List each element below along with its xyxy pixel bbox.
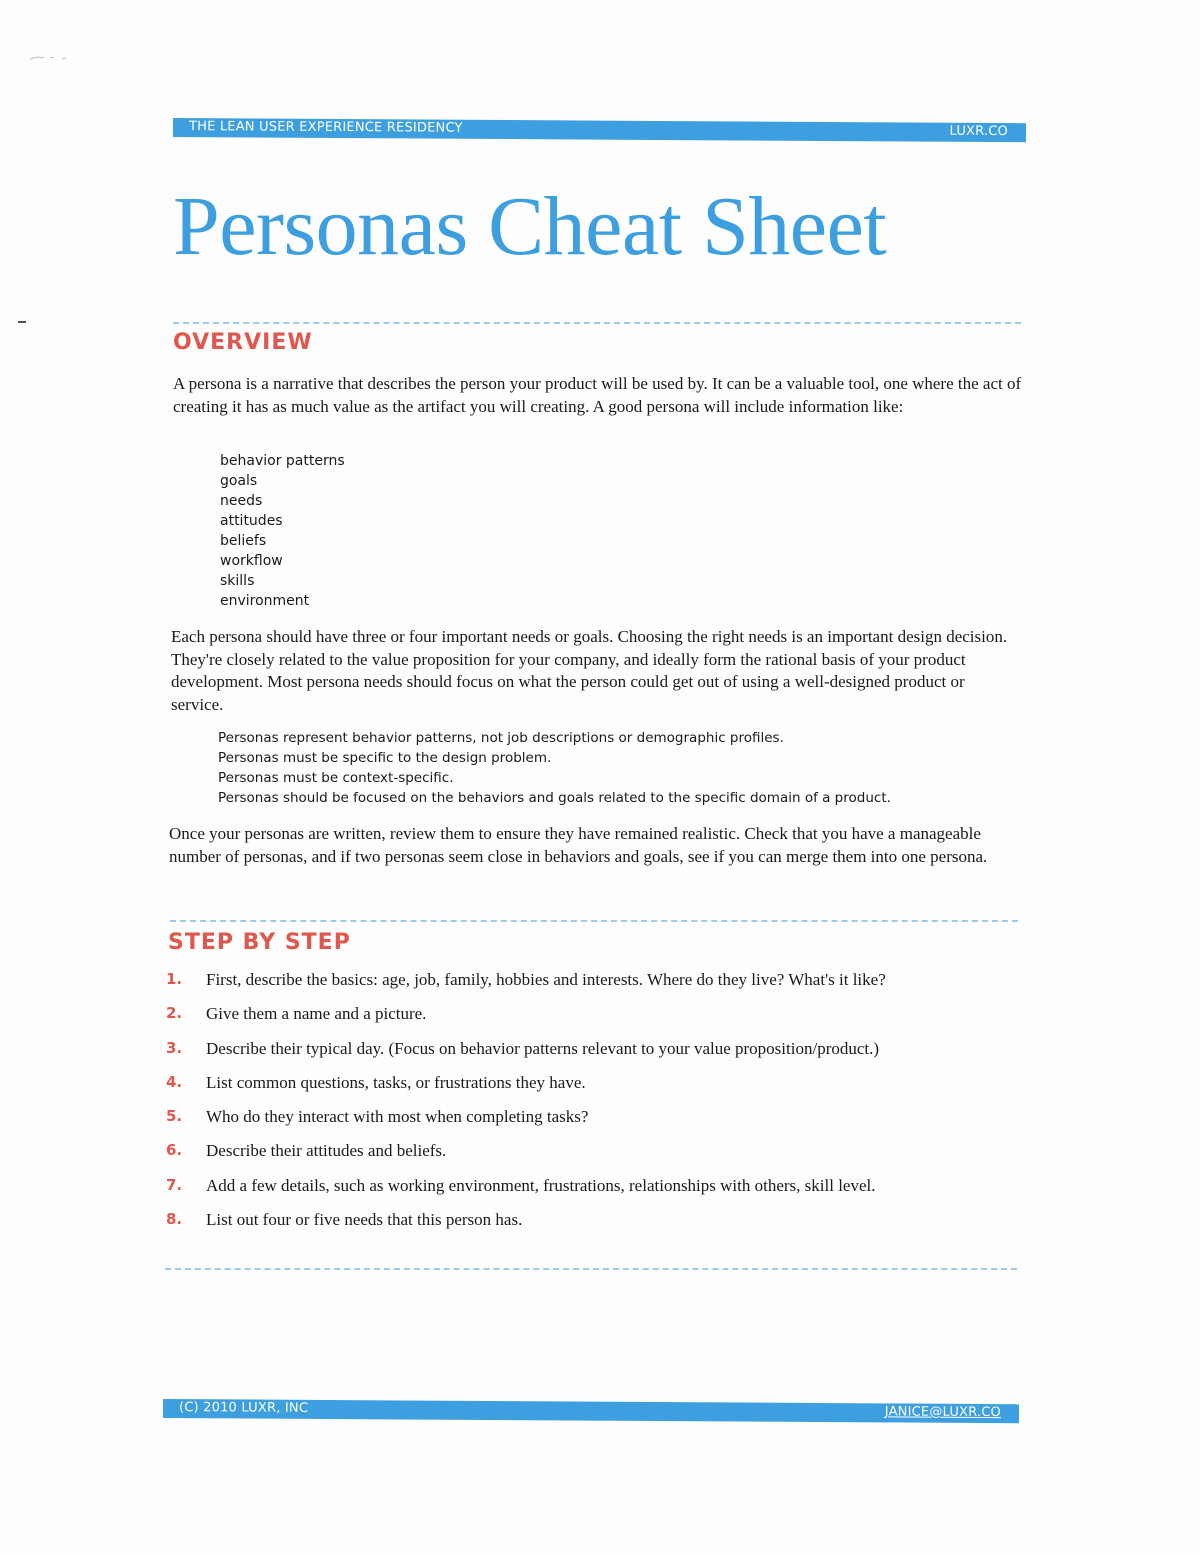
steps-list [166, 968, 1026, 1242]
needs-paragraph: Each persona should have three or four important needs or goals. Choosing the right needs is an important design decision. They're closely related to the value proposition for your company, and ideally form the rational basis of your product development. Most persona needs should focus on what the person could get out of using a well-designed product or service. [171, 627, 1008, 714]
dashed-divider [165, 1268, 1017, 1270]
step-text: Add a few details, such as working environment, frustrations, relationships with others, skill level. [206, 1175, 876, 1195]
list-item: workflow [220, 553, 283, 569]
step-text: Describe their attitudes and beliefs. [206, 1141, 447, 1161]
dashed-divider [173, 322, 1021, 324]
footer-band [163, 1399, 1019, 1423]
list-item: Personas must be specific to the design problem. [218, 750, 552, 766]
list-item: needs [220, 493, 263, 509]
step-text: Give them a name and a picture. [206, 1004, 427, 1024]
footer-copyright: (C) 2010 LUXR, INC [178, 1400, 309, 1416]
step-item [166, 1105, 1026, 1139]
step-number: 5. [166, 1107, 183, 1126]
header-band [173, 118, 1026, 142]
header-right-text: LUXR.CO [949, 123, 1009, 140]
step-item [166, 1139, 1026, 1173]
overview-heading: OVERVIEW [173, 330, 313, 355]
overview-intro-paragraph: A persona is a narrative that describes the person your product will be used by. It can be a valuable tool, one where the act of creating it has as much value as the artifact you will creating. A good persona will include information like: [173, 374, 1022, 416]
step-text: Who do they interact with most when completing tasks? [206, 1107, 589, 1127]
step-text: List out four or five needs that this person has. [206, 1210, 523, 1230]
dashed-divider [170, 920, 1018, 922]
list-item: Personas must be context-specific. [218, 770, 454, 786]
list-item: Personas should be focused on the behaviors and goals related to the specific domain of a product. [218, 790, 891, 806]
step-number: 8. [166, 1210, 183, 1229]
scan-edge-mark [18, 321, 26, 323]
step-by-step-heading: STEP BY STEP [168, 930, 351, 955]
list-item: Personas represent behavior patterns, not job descriptions or demographic profiles. [218, 730, 784, 746]
step-item [166, 1037, 1026, 1071]
header-left-text: THE LEAN USER EXPERIENCE RESIDENCY [188, 119, 463, 136]
step-number: 7. [166, 1175, 183, 1194]
page-title: Personas Cheat Sheet [173, 180, 887, 273]
list-item: environment [220, 593, 310, 609]
step-item [166, 968, 1026, 1002]
persona-traits-list [220, 451, 345, 611]
scan-artifact [28, 55, 88, 61]
persona-rules-list [218, 728, 891, 808]
list-item: behavior patterns [220, 453, 345, 469]
step-item [166, 1002, 1026, 1036]
step-text: Describe their typical day. (Focus on behavior patterns relevant to your value proposition/product.) [206, 1038, 880, 1058]
step-number: 1. [166, 970, 183, 988]
step-item [166, 1208, 1026, 1242]
list-item: goals [220, 473, 258, 489]
review-paragraph: Once your personas are written, review them to ensure they have remained realistic. Check that you have a manageable number of personas, and if two personas seem close in behaviors and goals, see if you can merge them into one persona. [169, 824, 988, 866]
step-number: 6. [166, 1141, 183, 1160]
step-item [166, 1174, 1026, 1208]
step-text: List common questions, tasks, or frustrations they have. [206, 1072, 586, 1092]
step-text: First, describe the basics: age, job, family, hobbies and interests. Where do they live? What's it like? [206, 970, 886, 989]
step-number: 3. [166, 1038, 183, 1057]
step-number: 2. [166, 1004, 183, 1023]
list-item: attitudes [220, 513, 283, 529]
footer-email-link[interactable]: JANICE@LUXR.CO [884, 1404, 1002, 1421]
step-number: 4. [166, 1072, 183, 1091]
list-item: beliefs [220, 533, 267, 549]
list-item: skills [220, 573, 255, 589]
step-item [166, 1071, 1026, 1105]
